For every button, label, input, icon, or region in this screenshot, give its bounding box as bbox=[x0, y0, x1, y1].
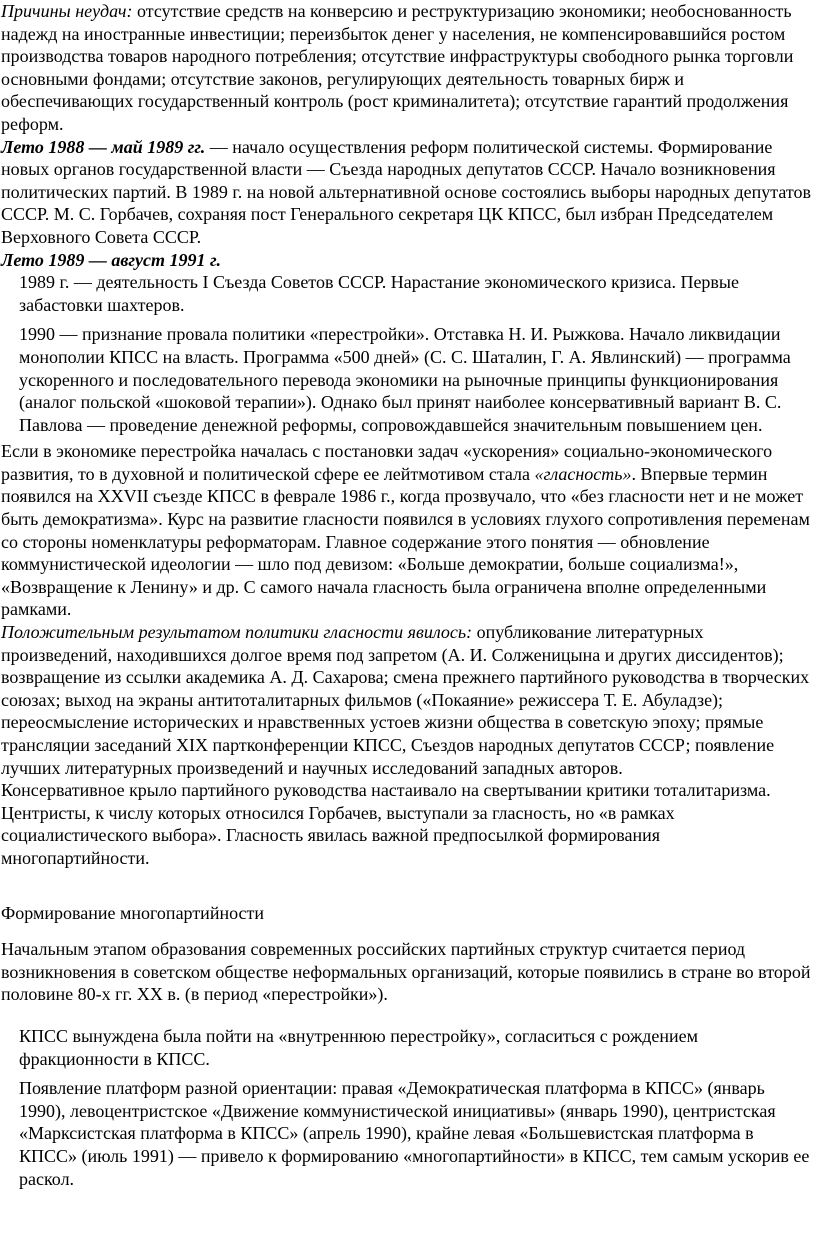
list-item: КПСС вынуждена была пойти на «внутреннюю перестройку», согласиться с рождением фракционности в КПСС. bbox=[19, 1025, 699, 1069]
paragraph-summer-1988 bbox=[1, 136, 812, 249]
paragraph-label: Причины неудач: bbox=[1, 1, 133, 21]
paragraph-conservative-wing: Консервативное крыло партийного руководства настаивало на свертывании критики тоталитаризма. Центристы, к числу которых относился Горбачев, выступали за гласность, но «в рамках социалистического выбора». Гласность явилась важной предпосылкой формирования многопартийности. bbox=[1, 780, 771, 868]
section-heading: Формирование многопартийности bbox=[1, 902, 265, 923]
paragraph-reasons-failure bbox=[1, 0, 812, 136]
list-item: 1989 г. — деятельность I Съезда Советов СССР. Нарастание экономического кризиса. Первые забастовки шахтеров. bbox=[19, 272, 740, 315]
list-item: 1990 — признание провала политики «перестройки». Отставка Н. И. Рыжкова. Начало ликвидации монополии КПСС на власть. Программа «500 дней» (С. С. Шаталин, Г. А. Явлинский) — программа ускоренного и последовательного перевода экономики на рыночные принципы функционирования (аналог польской «шоковой терапии»). Однако был принят наиболее консервативный вариант В. С. Павлова — проведение денежной реформы, сопровождавшейся значительным повышением цен. bbox=[19, 324, 791, 435]
paragraph-positive-results bbox=[1, 621, 812, 779]
paragraph-glasnost bbox=[1, 440, 812, 621]
paragraph-text: — начало осуществления реформ политической системы. Формирование новых органов государственной власти — Съезда народных депутатов СССР. Начало возникновения политических партий. В 1989 г. на новой альтернативной основе состоялись выборы народных депутатов СССР. М. С. Горбачев, сохраняя пост Генерального секретаря ЦК КПСС, был избран Председателем Верховного Совета СССР. bbox=[1, 136, 812, 247]
paragraph-text: . Впервые термин появился на XXVII съезде КПСС в феврале 1986 г., когда прозвучало, что «без гласности нет и не может быть демократизма». Курс на развитие гласности появился в условиях глухого сопротивления переменам со стороны номенклатуры реформаторам. Главное содержание этого понятия — обновление коммунистической идеологии — шло под девизом: «Больше демократии, больше социализма!», «Возвращение к Ленину» и др. С самого начала гласность была ограничена вполне определенными рамками. bbox=[1, 463, 810, 620]
period-label: Лето 1988 — май 1989 гг. bbox=[1, 136, 206, 157]
paragraph-text: Если в экономике перестройка началась с постановки задач «ускорения» социально-экономического развития, то в духовной и политической сфере ее лейтмотивом стала bbox=[1, 441, 773, 484]
list-item: Появление платформ разной ориентации: правая «Демократическая платформа в КПСС» (январь 1990), левоцентристское «Движение коммунистической инициативы» (январь 1990), центристская «Марксистская платформа в КПСС» (апрель 1990), крайне левая «Большевистская платформа в КПСС» (июль 1991) — привело к формированию «многопартийности» в КПСС, тем самым ускорив ее раскол. bbox=[19, 1078, 810, 1189]
paragraph-text: опубликование литературных произведений, находившихся долгое время под запретом (А. И. Солженицына и других диссидентов); возвращение из ссылки академика А. Д. Сахарова; смена прежнего партийного руководства в творческих союзах; выход на экраны антитоталитарных фильмов («Покаяние» режиссера Т. Е. Абуладзе); переосмысление исторических и нравственных устоев жизни общества в советскую эпоху; прямые трансляции заседаний XIX партконференции КПСС, Съездов народных депутатов СССР; появление лучших литературных произведений и научных исследований западных авторов. bbox=[1, 622, 810, 778]
period-label: Лето 1989 — август 1991 г. bbox=[1, 249, 221, 270]
paragraph-text: отсутствие средств на конверсию и реструктуризацию экономики; необоснованность надежд на иностранные инвестиции; переизбыток денег у населения, не компенсировавшийся ростом производства товаров народного потребления; отсутствие инфраструктуры свободного рынка торговли основными фондами; отсутствие законов, регулирующих деятельность товарных бирж и обеспечивающих государственный контроль (рост криминалитета); отсутствие гарантий продолжения реформ. bbox=[1, 1, 794, 134]
paragraph-summer-1989 bbox=[1, 249, 812, 272]
paragraph-initial-stage: Начальным этапом образования современных российских партийных структур считается период возникновения в советском обществе неформальных организаций, которые появились в стране во второй половине 80-х гг. XX в. (в период «перестройки»). bbox=[1, 939, 811, 1005]
glasnost-term: «гласность» bbox=[534, 463, 632, 484]
paragraph-label: Положительным результатом политики гласности явилось: bbox=[1, 622, 473, 643]
